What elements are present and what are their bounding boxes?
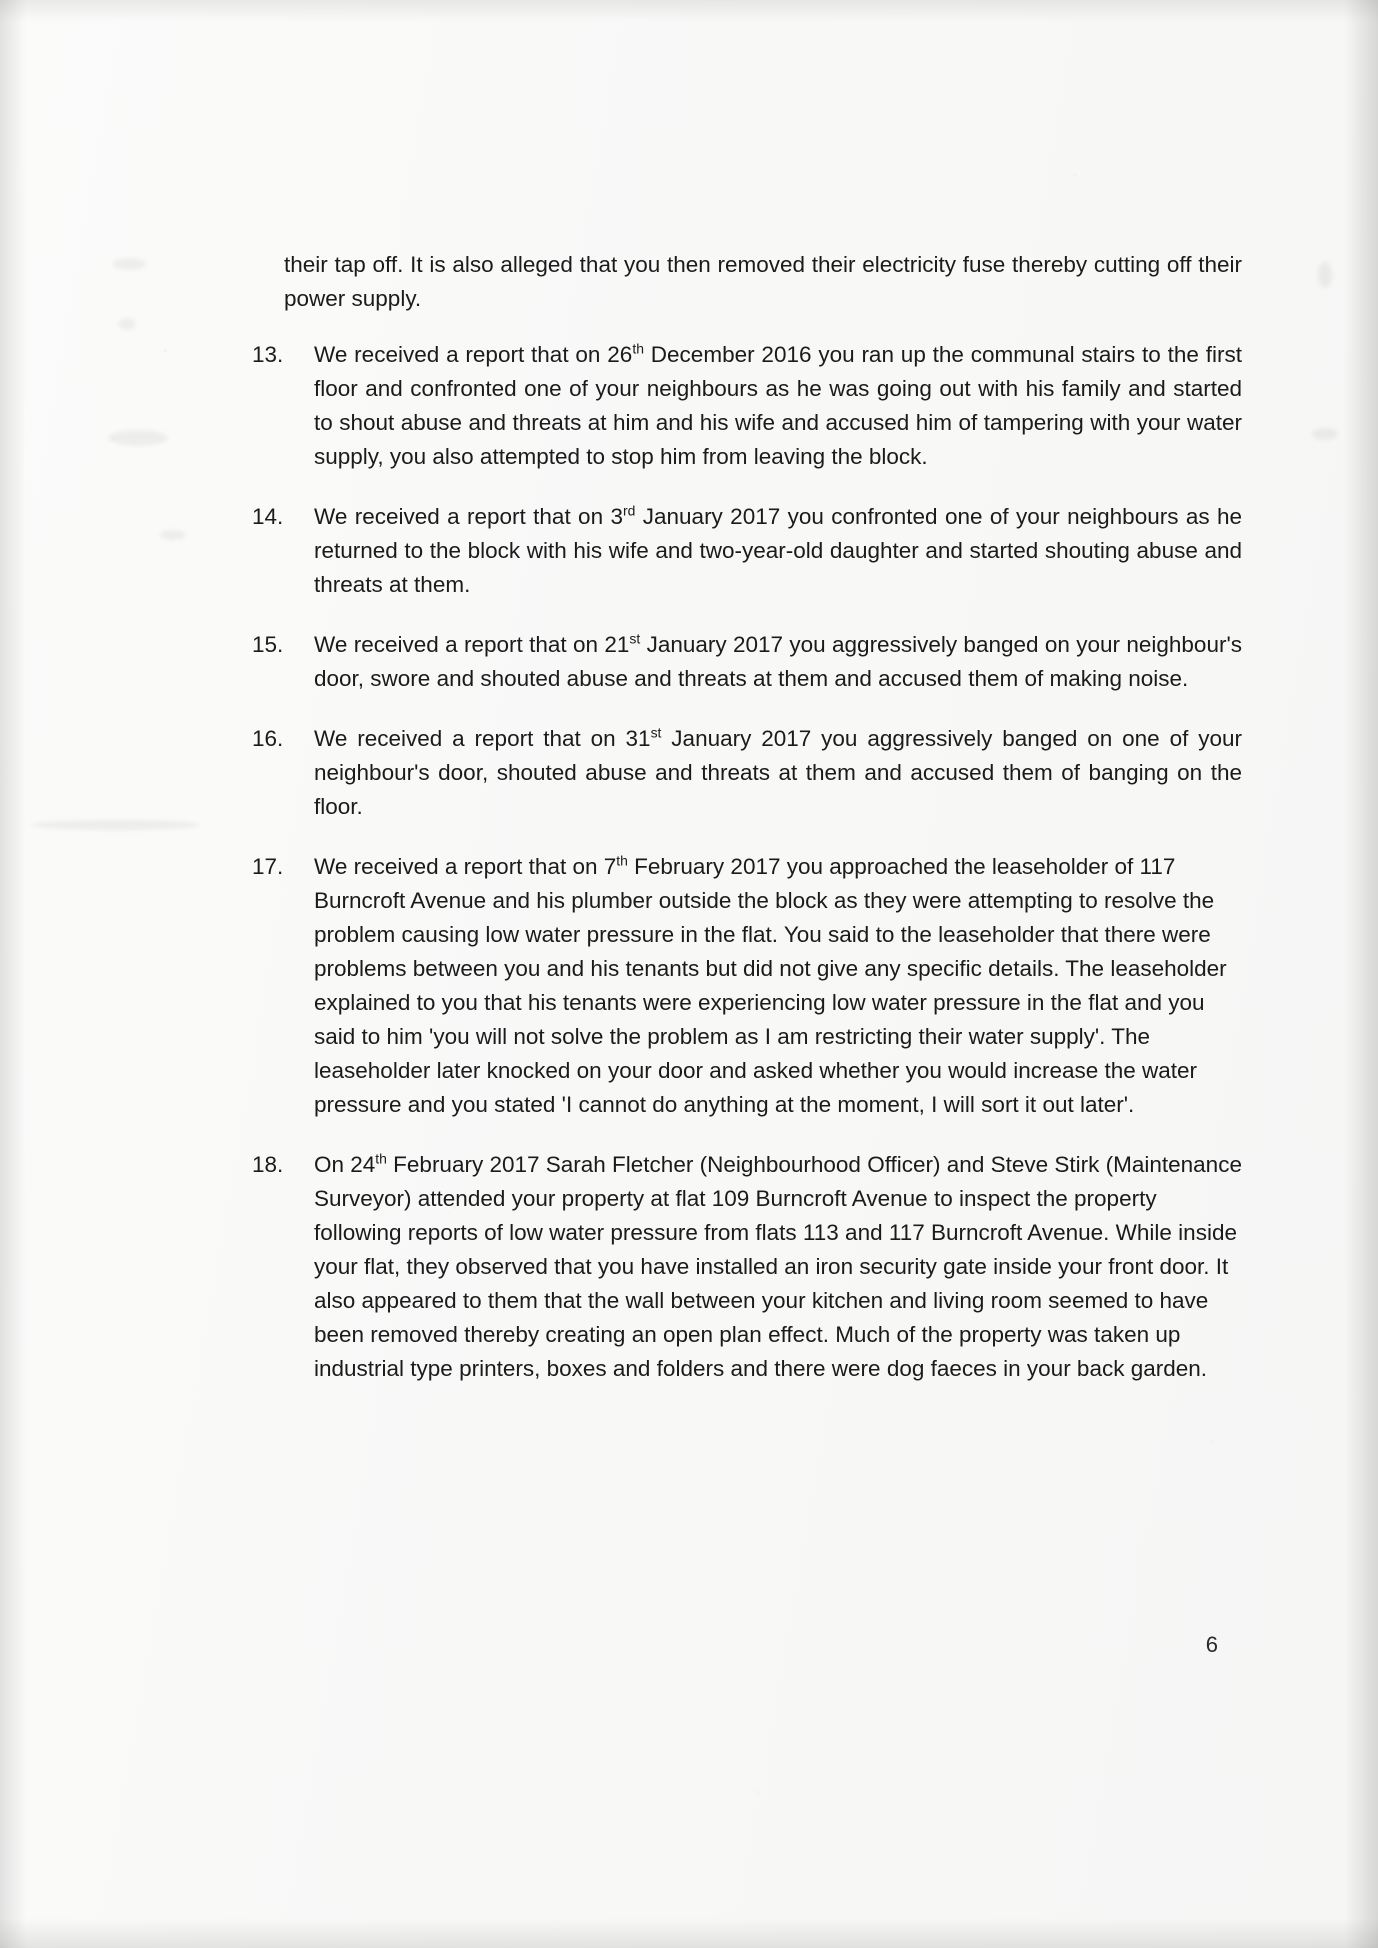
clause-item (252, 338, 1242, 474)
clause-number: 14. (252, 504, 284, 529)
clause-number: 15. (252, 632, 284, 657)
ordinal-suffix: st (650, 724, 662, 741)
page-edge-shadow-right (1344, 0, 1378, 1948)
page-edge-shadow-top (0, 0, 1378, 22)
scan-smudge (108, 430, 168, 446)
ordinal-suffix: th (616, 852, 628, 869)
ordinal-suffix: rd (622, 502, 636, 519)
document-body (252, 248, 1242, 1412)
clause-text: We received a report that on 3rd January 2017 you confronted one of your neighbours as he returned to the block with his wife and two-year-old daughter and started shouting abuse and threats at them. (314, 502, 1242, 597)
clause-number: 16. (252, 726, 284, 751)
clause-text: We received a report that on 31st January 2017 you aggressively banged on one of your neighbour's door, shouted abuse and threats at them and accused them of banging on the floor. (314, 724, 1242, 819)
ordinal-suffix: st (629, 630, 641, 647)
clause-text: We received a report that on 21st January 2017 you aggressively banged on your neighbour's door, swore and shouted abuse and threats at them and accused them of making noise. (314, 630, 1242, 691)
clause-item (252, 850, 1242, 1122)
scan-smudge (1318, 262, 1332, 288)
page-edge-shadow-bottom (0, 1918, 1378, 1948)
numbered-clause-list (252, 338, 1242, 1386)
scan-smudge (112, 258, 146, 270)
ordinal-suffix: th (632, 340, 644, 357)
lead-paragraph: their tap off. It is also alleged that you then removed their electricity fuse thereby cutting off their power supply. (284, 252, 1242, 311)
clause-item (252, 722, 1242, 824)
clause-item (252, 628, 1242, 696)
clause-number: 18. (252, 1152, 284, 1177)
scan-smudge (160, 530, 186, 540)
clause-text: We received a report that on 7th February 2017 you approached the leaseholder of 117 Burncroft Avenue and his plumber outside the block as they were attempting to resolve the problem causing low water pressure in the flat. You said to the leaseholder that there were problems between you and his tenants but did not give any specific details. The leaseholder explained to you that his tenants were experiencing low water pressure in the flat and you said to him 'you will not solve the problem as I am restricting their water supply'. The leaseholder later knocked on your door and asked whether you would increase the water pressure and you stated 'I cannot do anything at the moment, I will sort it out later'. (314, 852, 1227, 1117)
clause-text: We received a report that on 26th December 2016 you ran up the communal stairs to the first floor and confronted one of your neighbours as he was going out with his family and started to shout abuse and threats at him and his wife and accused him of tampering with your water supply, you also attempted to stop him from leaving the block. (314, 340, 1242, 469)
clause-number: 13. (252, 342, 284, 367)
clause-item (252, 500, 1242, 602)
clause-text: On 24th February 2017 Sarah Fletcher (Neighbourhood Officer) and Steve Stirk (Maintenance Surveyor) attended your property at flat 109 Burncroft Avenue to inspect the property following reports of low water pressure from flats 113 and 117 Burncroft Avenue. While inside your flat, they observed that you have installed an iron security gate inside your front door. It also appeared to them that the wall between your kitchen and living room seemed to have been removed thereby creating an open plan effect. Much of the property was taken up industrial type printers, boxes and folders and there were dog faeces in your back garden. (314, 1150, 1242, 1381)
clause-item (252, 1148, 1242, 1386)
page-edge-shadow-left (0, 0, 26, 1948)
page-number: 6 (1205, 1632, 1218, 1657)
scan-smudge (118, 318, 136, 330)
scan-smudge (30, 820, 200, 830)
clause-number: 17. (252, 854, 284, 879)
ordinal-suffix: th (375, 1150, 387, 1167)
scan-smudge (1312, 428, 1338, 440)
